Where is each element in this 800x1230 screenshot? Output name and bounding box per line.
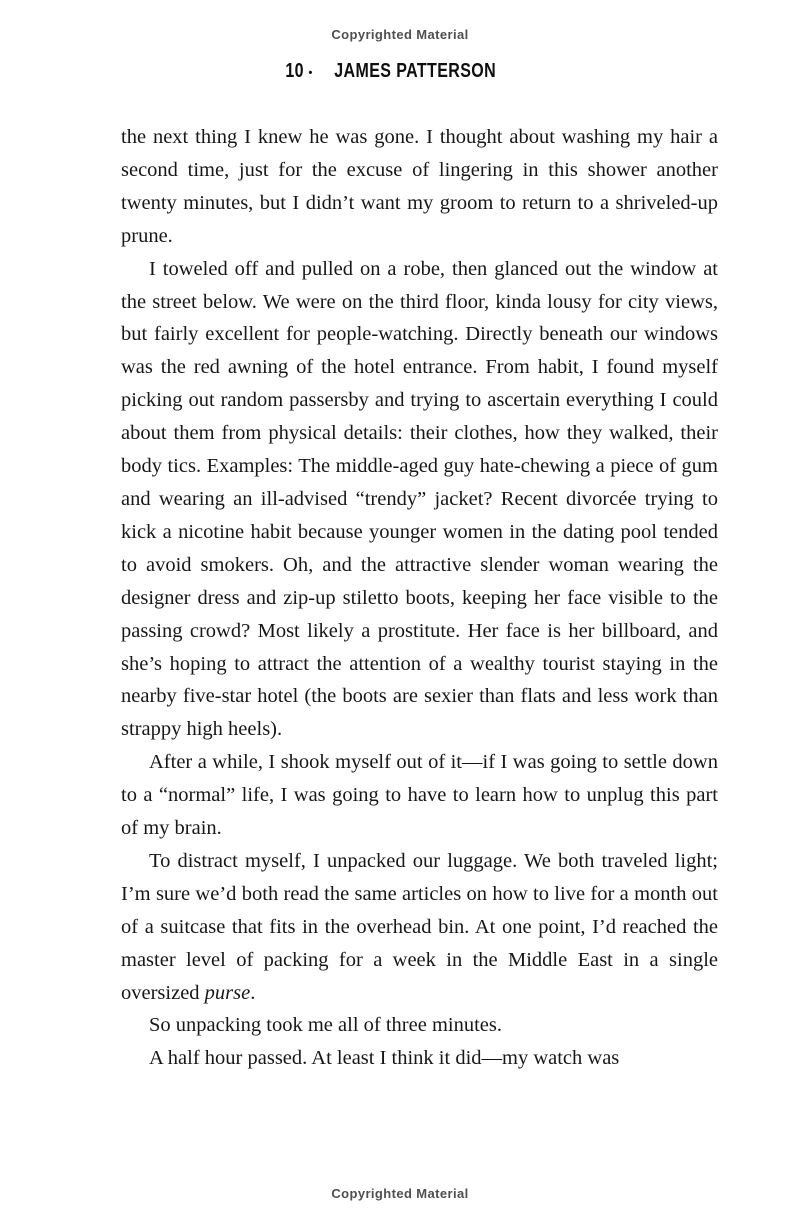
paragraph: To distract myself, I unpacked our luggage. We both traveled light; I’m sure we’d both read the same articles on how to live for a month out of a suitcase that fits in the overhead bin. At one point, I’d reached the master level of packing for a week in the Middle East in a single oversized purse.	[121, 849, 718, 1004]
paragraph: A half hour passed. At least I think it did—my watch was	[149, 1047, 620, 1070]
paragraph: So unpacking took me all of three minutes.	[149, 1014, 502, 1037]
book-text	[121, 121, 718, 1075]
bullet-separator-icon: •	[308, 66, 313, 79]
paragraph: I toweled off and pulled on a robe, then glanced out the window at the street below. We were on the third floor, kinda lousy for city views, but fairly excellent for people-watching. Directly beneath our windows was the red awning of the hotel entrance. From habit, I found myself picking out random passersby and trying to ascertain everything I could about them from physical details: their clothes, how they walked, their body tics. Examples: The middle-aged guy hate-chewing a piece of gum and wearing an ill-advised “trendy” jacket? Recent divorcée trying to kick a nicotine habit because younger women in the dating pool tended to avoid smokers. Oh, and the attractive slender woman wearing the designer dress and zip-up stiletto boots, keeping her face visible to the passing crowd? Most likely a prostitute. Her face is her billboard, and she’s hoping to attract the attention of a wealthy tourist staying in the nearby five-star hotel (the boots are sexier than flats and less work than strappy high heels).	[121, 257, 718, 741]
author-name: JAMES PATTERSON	[334, 60, 497, 82]
running-head	[0, 60, 800, 83]
paragraph: the next thing I knew he was gone. I thought about washing my hair a second time, just for the excuse of lingering in this shower another twenty minutes, but I didn’t want my groom to return to a shriveled-up prune.	[121, 126, 718, 247]
page-number: 10	[285, 60, 305, 82]
copyright-notice-bottom: Copyrighted Material	[331, 1186, 469, 1201]
copyright-notice-top: Copyrighted Material	[331, 27, 469, 42]
paragraph: After a while, I shook myself out of it—if I was going to settle down to a “normal” life, I was going to have to learn how to unplug this part of my brain.	[121, 751, 718, 840]
